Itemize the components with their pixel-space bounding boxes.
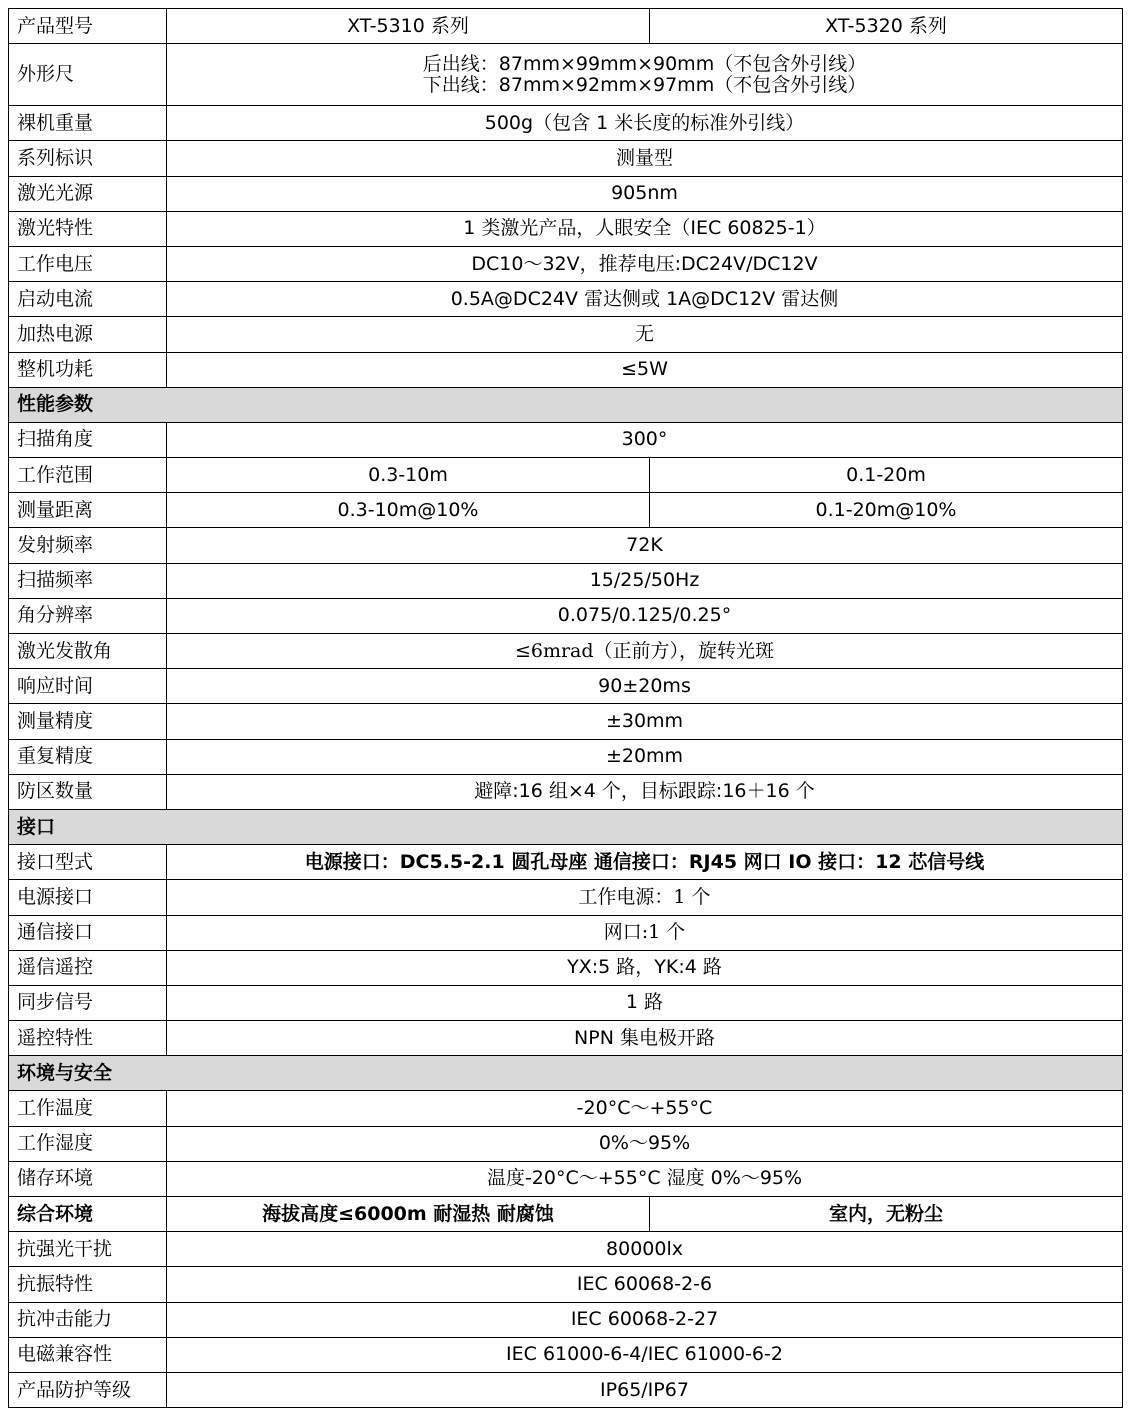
row-value: IP65/IP67 <box>167 1372 1123 1407</box>
table-row <box>9 1372 1123 1407</box>
table-row <box>9 845 1123 880</box>
row-value-a: 0.3-10m@10% <box>167 493 650 528</box>
table-row <box>9 1337 1123 1372</box>
row-value: 0%～95% <box>167 1126 1123 1161</box>
section-title: 接口 <box>9 809 1123 844</box>
table-row <box>9 915 1123 950</box>
table-row <box>9 1091 1123 1126</box>
table-row <box>9 880 1123 915</box>
row-label: 工作电压 <box>9 246 167 281</box>
row-label: 工作湿度 <box>9 1126 167 1161</box>
row-value: 网口:1 个 <box>167 915 1123 950</box>
row-label: 通信接口 <box>9 915 167 950</box>
table-row <box>9 176 1123 211</box>
row-label: 防区数量 <box>9 774 167 809</box>
row-value-a: 海拔高度≤6000m 耐湿热 耐腐蚀 <box>167 1197 650 1232</box>
row-value: ≤5W <box>167 352 1123 387</box>
section-title: 环境与安全 <box>9 1056 1123 1091</box>
row-label: 储存环境 <box>9 1161 167 1196</box>
table-row <box>9 493 1123 528</box>
row-value: 测量型 <box>167 141 1123 176</box>
table-row <box>9 211 1123 246</box>
table-row <box>9 669 1123 704</box>
row-label: 扫描角度 <box>9 422 167 457</box>
table-row <box>9 950 1123 985</box>
row-label: 角分辨率 <box>9 598 167 633</box>
table-row <box>9 634 1123 669</box>
row-value: IEC 60068-2-27 <box>167 1302 1123 1337</box>
row-label: 综合环境 <box>9 1197 167 1232</box>
row-label: 加热电源 <box>9 317 167 352</box>
section-header-row <box>9 387 1123 422</box>
row-label: 工作范围 <box>9 458 167 493</box>
table-row <box>9 1021 1123 1056</box>
table-row <box>9 352 1123 387</box>
spec-table <box>8 8 1123 1408</box>
row-label: 抗冲击能力 <box>9 1302 167 1337</box>
row-label: 电源接口 <box>9 880 167 915</box>
section-title: 性能参数 <box>9 387 1123 422</box>
row-label: 激光发散角 <box>9 634 167 669</box>
row-value: ±20mm <box>167 739 1123 774</box>
row-label: 遥控特性 <box>9 1021 167 1056</box>
row-label: 遥信遥控 <box>9 950 167 985</box>
dimension-line: 下出线：87mm×92mm×97mm（不包含外引线） <box>422 73 867 96</box>
row-value: 无 <box>167 317 1123 352</box>
row-label: 激光特性 <box>9 211 167 246</box>
dimension-line: 后出线：87mm×99mm×90mm（不包含外引线） <box>422 52 867 75</box>
model-b-header: XT-5320 系列 <box>650 9 1123 44</box>
row-value: 电源接口：DC5.5-2.1 圆孔母座 通信接口：RJ45 网口 IO 接口：12 芯信号线 <box>167 845 1123 880</box>
row-label: 抗振特性 <box>9 1267 167 1302</box>
row-label: 电磁兼容性 <box>9 1337 167 1372</box>
row-value: 1 路 <box>167 985 1123 1020</box>
section-header-row <box>9 809 1123 844</box>
table-row <box>9 44 1123 106</box>
row-value: 15/25/50Hz <box>167 563 1123 598</box>
row-value-a: 0.3-10m <box>167 458 650 493</box>
row-value: 避障:16 组×4 个，目标跟踪:16＋16 个 <box>167 774 1123 809</box>
row-value: 0.075/0.125/0.25° <box>167 598 1123 633</box>
row-value: ±30mm <box>167 704 1123 739</box>
table-row <box>9 106 1123 141</box>
row-value: ≤6mrad（正前方），旋转光斑 <box>167 634 1123 669</box>
row-value-b: 0.1-20m@10% <box>650 493 1123 528</box>
row-value: 300° <box>167 422 1123 457</box>
row-value: DC10～32V，推荐电压:DC24V/DC12V <box>167 246 1123 281</box>
row-value: 温度-20°C～+55°C 湿度 0%～95% <box>167 1161 1123 1196</box>
row-label: 重复精度 <box>9 739 167 774</box>
table-row <box>9 1197 1123 1232</box>
row-value-b: 0.1-20m <box>650 458 1123 493</box>
row-label: 系列标识 <box>9 141 167 176</box>
row-value: 500g（包含 1 米长度的标准外引线） <box>167 106 1123 141</box>
row-value: YX:5 路，YK:4 路 <box>167 950 1123 985</box>
row-value: NPN 集电极开路 <box>167 1021 1123 1056</box>
row-label: 抗强光干扰 <box>9 1232 167 1267</box>
table-row <box>9 246 1123 281</box>
row-label: 接口型式 <box>9 845 167 880</box>
row-value: 工作电源：1 个 <box>167 880 1123 915</box>
row-value: 1 类激光产品，人眼安全（IEC 60825-1） <box>167 211 1123 246</box>
table-row <box>9 704 1123 739</box>
table-row <box>9 1232 1123 1267</box>
row-label: 响应时间 <box>9 669 167 704</box>
table-row <box>9 317 1123 352</box>
table-row <box>9 141 1123 176</box>
row-value: 0.5A@DC24V 雷达侧或 1A@DC12V 雷达侧 <box>167 282 1123 317</box>
row-label: 测量距离 <box>9 493 167 528</box>
table-row <box>9 1126 1123 1161</box>
table-row <box>9 1302 1123 1337</box>
table-row <box>9 774 1123 809</box>
row-label: 产品型号 <box>9 9 167 44</box>
row-value <box>167 44 1123 106</box>
row-label: 裸机重量 <box>9 106 167 141</box>
table-row <box>9 528 1123 563</box>
row-value: 80000lx <box>167 1232 1123 1267</box>
row-value: IEC 60068-2-6 <box>167 1267 1123 1302</box>
row-value: 90±20ms <box>167 669 1123 704</box>
table-row <box>9 739 1123 774</box>
table-row <box>9 422 1123 457</box>
row-label: 测量精度 <box>9 704 167 739</box>
row-value: 905nm <box>167 176 1123 211</box>
row-label: 发射频率 <box>9 528 167 563</box>
row-label: 同步信号 <box>9 985 167 1020</box>
table-row <box>9 598 1123 633</box>
section-header-row <box>9 1056 1123 1091</box>
table-row <box>9 985 1123 1020</box>
table-row <box>9 282 1123 317</box>
row-label: 扫描频率 <box>9 563 167 598</box>
table-row <box>9 563 1123 598</box>
row-label: 外形尺 <box>9 44 167 106</box>
row-label: 产品防护等级 <box>9 1372 167 1407</box>
model-a-header: XT-5310 系列 <box>167 9 650 44</box>
row-value: IEC 61000-6-4/IEC 61000-6-2 <box>167 1337 1123 1372</box>
row-value: 72K <box>167 528 1123 563</box>
row-label: 工作温度 <box>9 1091 167 1126</box>
row-value: -20°C～+55°C <box>167 1091 1123 1126</box>
row-label: 整机功耗 <box>9 352 167 387</box>
row-value-b: 室内，无粉尘 <box>650 1197 1123 1232</box>
row-label: 启动电流 <box>9 282 167 317</box>
table-row <box>9 1267 1123 1302</box>
row-label: 激光光源 <box>9 176 167 211</box>
table-row <box>9 458 1123 493</box>
table-row <box>9 1161 1123 1196</box>
table-row <box>9 9 1123 44</box>
